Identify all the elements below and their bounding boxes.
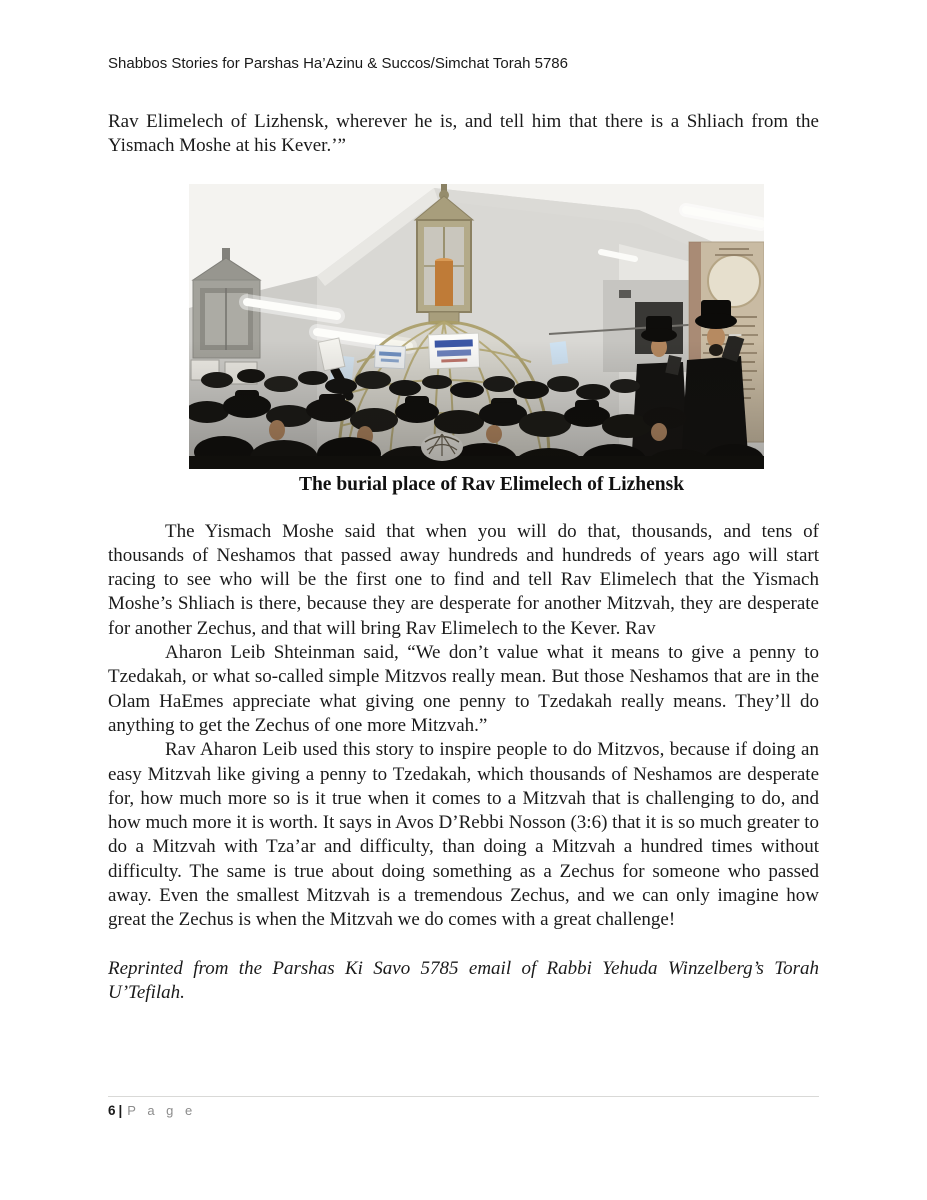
header-title: Shabbos Stories for Parshas Ha’Azinu & Succos/Simchat Torah 5786 (108, 55, 568, 72)
footer-divider (108, 1096, 819, 1097)
paragraph-2: Aharon Leib Shteinman said, “We don’t value what it means to give a penny to Tzedakah, or what so-called simple Mitzvos really mean. But those Neshamos that are in the Olam HaEmes appreciate what giving one penny to Tzedakah really means. They’ll do anything to get the Zechus of one more Mitzvah.” (108, 642, 819, 736)
photo-caption: The burial place of Rav Elimelech of Lizhensk (298, 473, 685, 495)
page-footer (108, 1103, 196, 1118)
paragraph-3: Rav Aharon Leib used this story to inspire people to do Mitzvos, because if doing an easy Mitzvah like giving a penny to Tzedakah, which thousands of Neshamos are desperate for, how much more so is it true when it comes to a Mitzvah that is challenging to do, and how much more it is worth. It says in Avos D’Rebbi Nosson (3:6) that it is so much greater to do a Mitzvah with Tza’ar and difficulty, than doing a Mitzvah a hundred times without difficulty. The same is true about doing something as a Zechus for someone who passed away. Even the smallest Mitzvah is a tremendous Zechus, and we can only imagine how great the Zechus is when the Mitzvah we do comes with a great challenge! (108, 739, 820, 931)
running-header (108, 55, 819, 72)
photo-vignette (189, 184, 764, 469)
paragraph-1: The Yismach Moshe said that when you will do that, thousands, and tens of thousands of Neshamos that passed away hundreds and hundreds of years ago will start racing to see who will be the first one to find and tell Rav Elimelech that the Yismach Moshe’s Shliach is there, because they are desperate for another Mitzvah, they are desperate for another Zechus, and that will bring Rav Elimelech to the Kever. Rav (108, 520, 819, 639)
footer-page-label: P a g e (127, 1103, 197, 1118)
reprint-note: Reprinted from the Parshas Ki Savo 5785 email of Rabbi Yehuda Winzelberg’s Torah U’Tefilah. (108, 957, 819, 1003)
burial-place-photo[interactable] (189, 184, 764, 469)
photo-figure (189, 184, 764, 497)
page-body (108, 110, 819, 1005)
footer-separator: | (118, 1103, 123, 1118)
page-number: 6 (108, 1103, 116, 1118)
paragraph-intro: Rav Elimelech of Lizhensk, wherever he is, and tell him that there is a Shliach from the Yismach Moshe at his Kever.’” (108, 111, 819, 157)
